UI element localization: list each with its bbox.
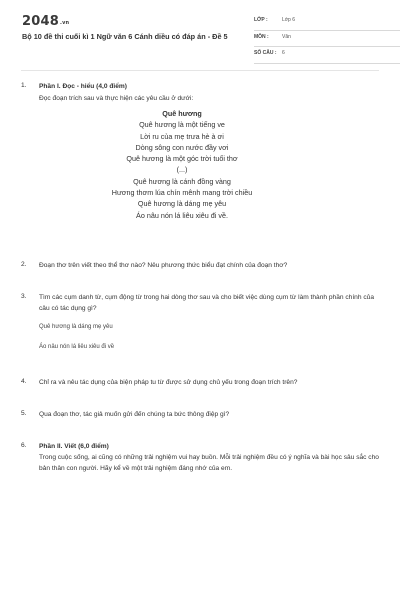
meta-row-subject — [254, 31, 400, 48]
header-divider — [21, 70, 379, 71]
question-number: 3. — [21, 293, 27, 300]
document-header — [22, 14, 380, 60]
meta-table — [254, 14, 400, 64]
poem-line: Quê hương là một tiếng ve — [139, 120, 225, 130]
question-number: 2. — [21, 261, 27, 268]
meta-value: 6 — [282, 50, 285, 56]
poem-line: Áo nâu nón lá liêu xiêu đi về. — [136, 210, 228, 220]
section-heading: Phần I. Đọc - hiểu (4,0 điểm) — [39, 83, 127, 90]
meta-key: LỚP : — [254, 17, 268, 23]
poem-line: Quê hương là dáng mẹ yêu — [137, 199, 227, 209]
question-text: Trong cuộc sống, ai cũng có những trải nghiệm vui hay buồn. Mỗi trải nghiệm đều có ý nghĩa và bài học sâu sắc cho bản thân con người. Hãy kể về một trải nghiệm đáng nhớ của em. — [39, 454, 379, 472]
poem-title: Quê hương — [162, 109, 202, 118]
quoted-line: Quê hương là dáng mẹ yêu — [39, 324, 113, 330]
quoted-line: Áo nâu nón lá liêu xiêu đi về — [39, 344, 115, 350]
meta-row-grade — [254, 14, 400, 31]
poem-line: Hương thơm lúa chín mênh mang trời chiều — [111, 188, 253, 198]
site-logo[interactable] — [22, 14, 69, 29]
meta-key: MÔN : — [254, 33, 269, 40]
document-title: Bộ 10 đề thi cuối kì 1 Ngữ văn 6 Cánh diều có đáp án - Đề 5 — [22, 32, 228, 41]
meta-value: Lớp 6 — [282, 17, 296, 23]
poem-line: Quê hương là một góc trời tuổi thơ — [126, 154, 238, 164]
question-text: Đọc đoạn trích sau và thực hiện các yêu cầu ở dưới: — [39, 95, 194, 102]
section-heading: Phần II. Viết (6,0 điểm) — [39, 443, 109, 450]
question-number: 5. — [21, 410, 27, 417]
meta-row-count — [254, 47, 400, 64]
question-number: 6. — [21, 442, 27, 449]
meta-key: SỐ CÂU : — [254, 50, 277, 56]
question-text: Đoạn thơ trên viết theo thể thơ nào? Nêu phương thức biểu đạt chính của đoạn thơ? — [39, 262, 288, 269]
question-number: 1. — [21, 82, 27, 89]
question-number: 4. — [21, 378, 27, 385]
logo-tld: .vn — [59, 20, 70, 26]
poem — [39, 108, 325, 221]
poem-line: (...) — [176, 165, 188, 175]
poem-line: Lời ru của mẹ trưa hè à ơi — [140, 131, 224, 141]
question-text: Qua đoạn thơ, tác giả muốn gửi đến chúng ta bức thông điệp gì? — [39, 411, 230, 418]
meta-value: Văn — [282, 33, 291, 40]
logo-main: 2048 — [22, 14, 59, 29]
poem-line: Quê hương là cánh đồng vàng — [133, 176, 231, 186]
question-text: Chỉ ra và nêu tác dụng của biện pháp tu từ được sử dụng chủ yếu trong đoạn trích trên? — [39, 379, 298, 386]
question-text: Tìm các cụm danh từ, cụm động từ trong hai dòng thơ sau và cho biết việc dùng cụm từ làm thành phần chính của câu có tác dụng gì? — [39, 294, 374, 312]
poem-line: Dòng sông con nước đầy vơi — [135, 142, 229, 152]
